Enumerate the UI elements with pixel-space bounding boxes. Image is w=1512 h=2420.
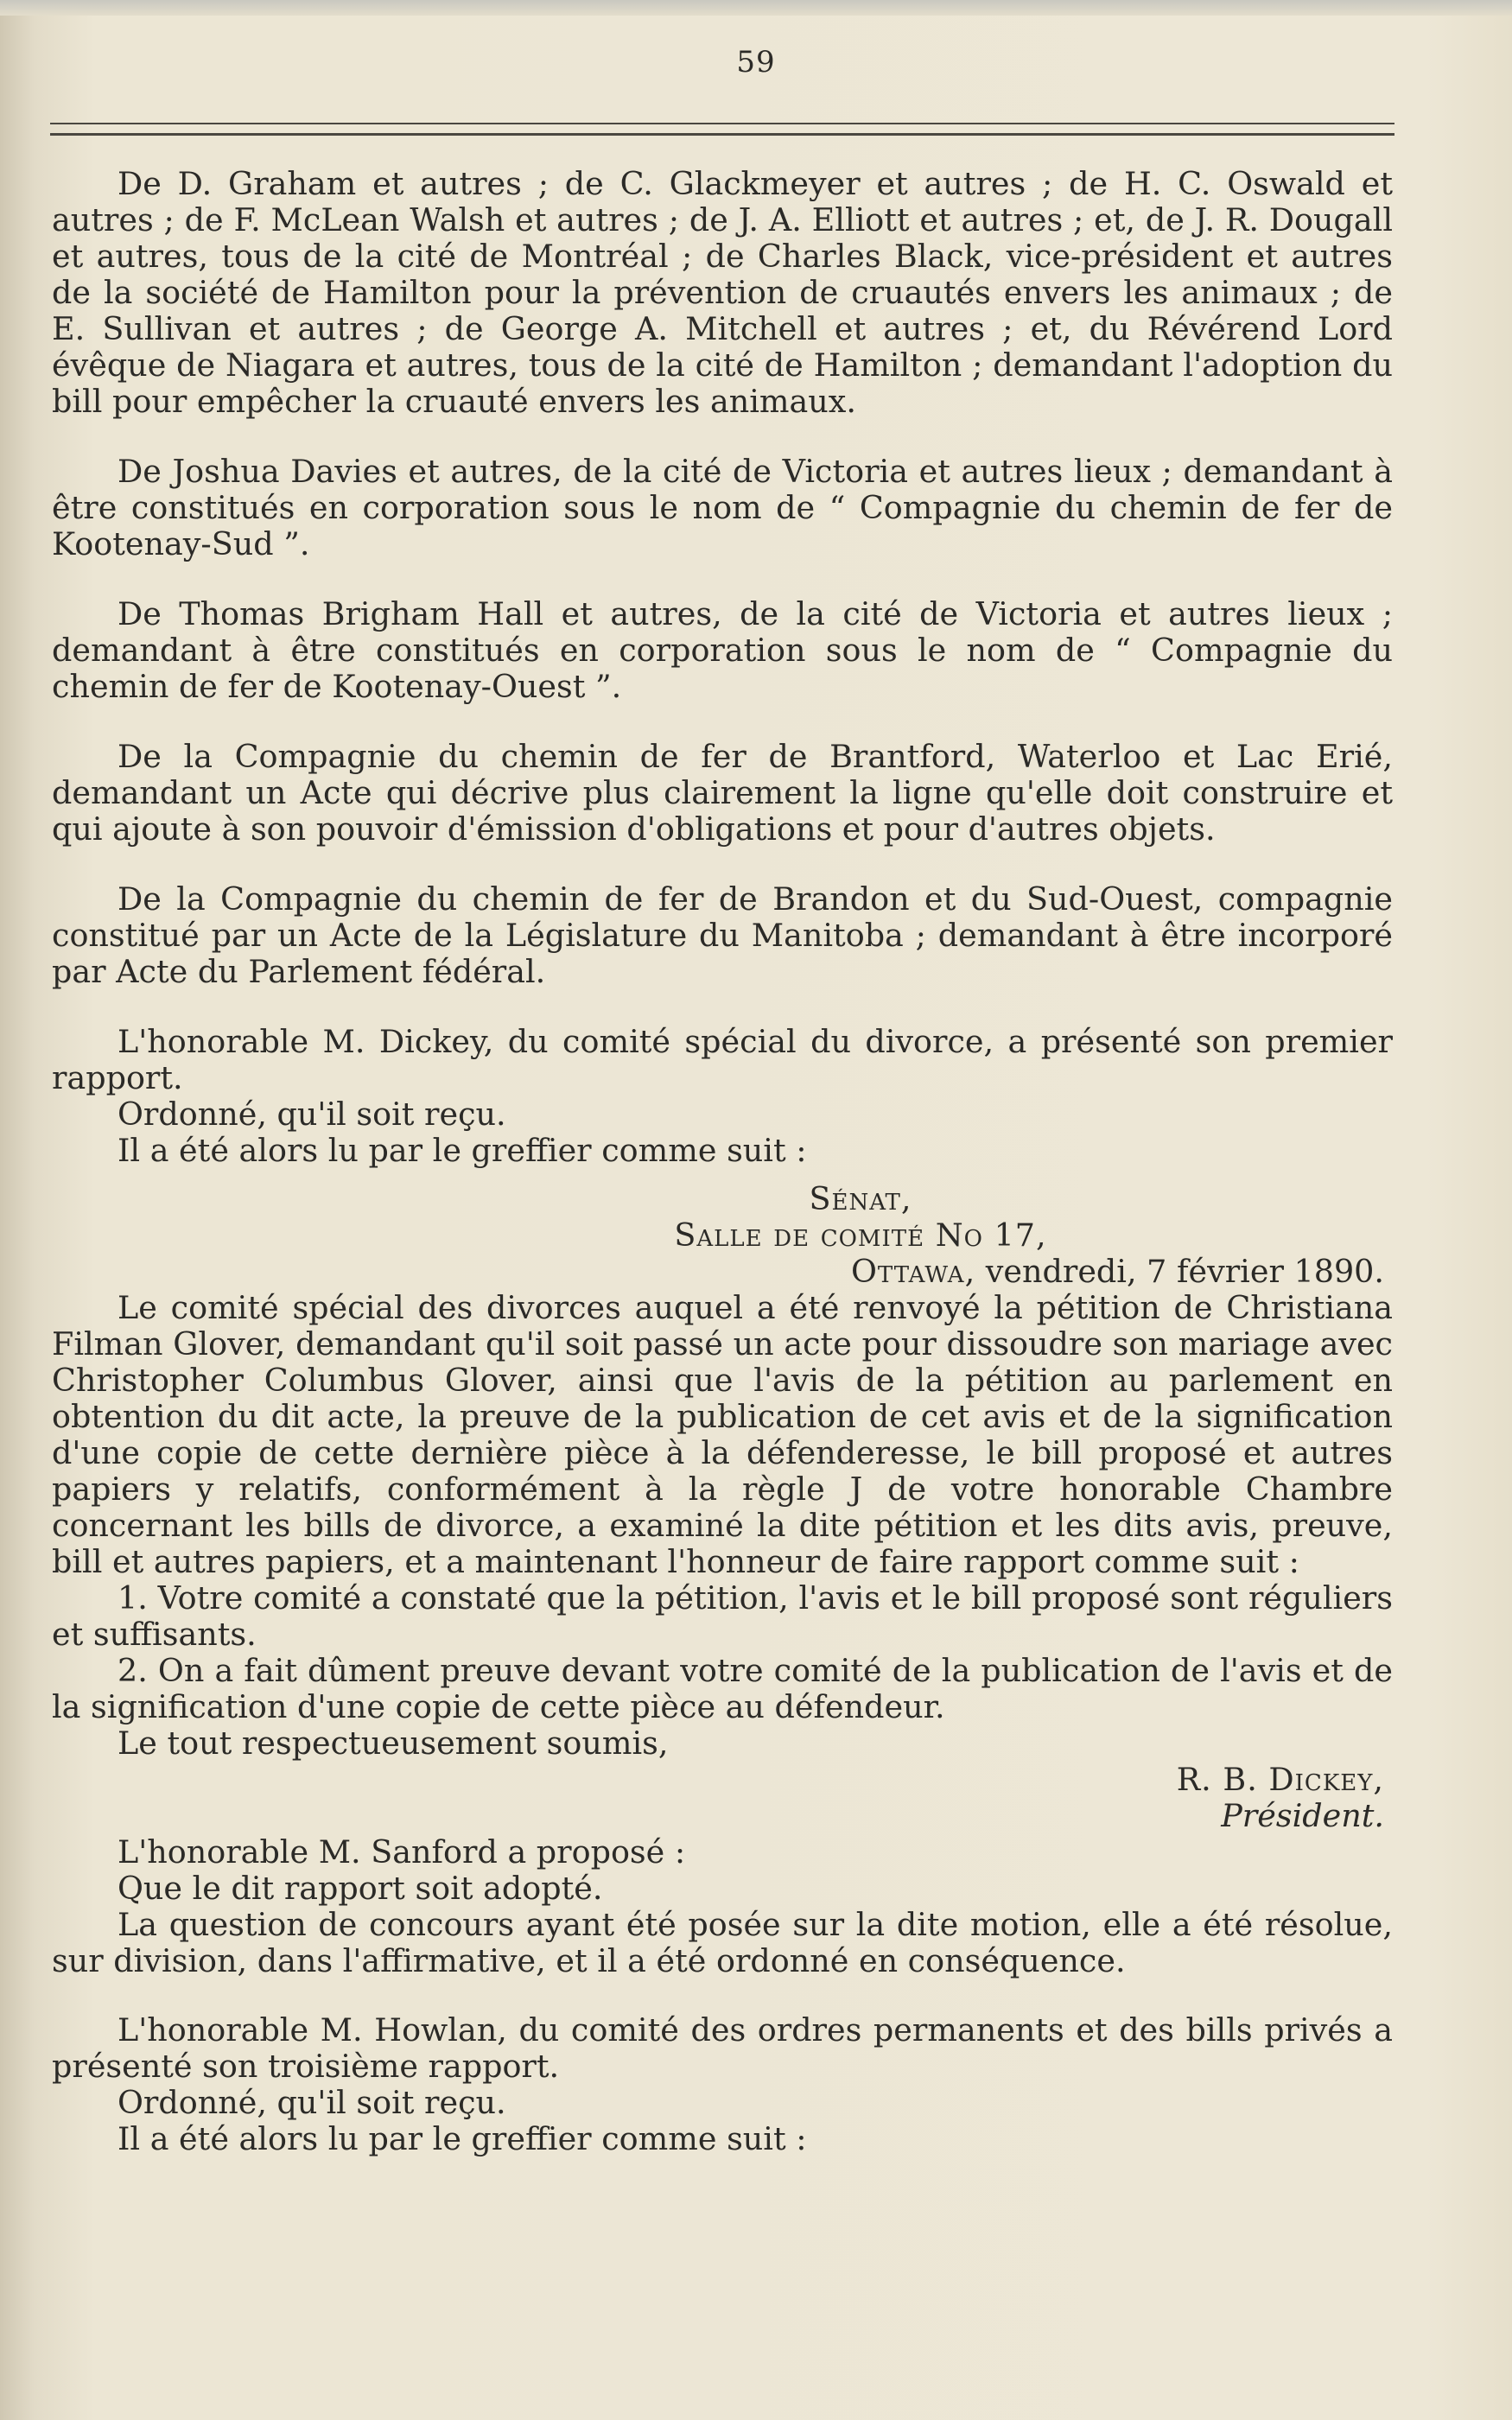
report-heading-senate: Sénat, (809, 1180, 912, 1217)
howlan-report-intro: L'honorable M. Howlan, du comité des ordres permanents et des bills privés a présenté son troisième rapport. (52, 2011, 1393, 2085)
motion-proposer: L'honorable M. Sanford a proposé : (118, 1833, 686, 1871)
report-body: Le comité spécial des divorces auquel a été renvoyé la pétition de Christiana Filman Glover, demandant qu'il soit passé un acte pour dissoudre son mariage avec Christopher Columbus Glover, ainsi que l'avis de la pétition au parlement en obtention du dit acte, la preuve de la publication de cet avis et de la signification d'une copie de cette dernière pièce à la défenderesse, le bill proposé et autres papiers y relatifs, conformément à la règle J de votre honorable Chambre concernant les bills de divorce, a examiné la dite pétition et les dits avis, preuve, bill et autres papiers, et a maintenant l'honneur de faire rapport comme suit : (52, 1289, 1393, 1580)
howlan-ordered-received: Ordonné, qu'il soit reçu. (118, 2084, 506, 2121)
motion-result: La question de concours ayant été posée sur la dite motion, elle a été résolue, sur division, dans l'affirmative, et il a été ordonné en conséquence. (52, 1906, 1393, 1979)
petition-paragraph-kootenay-sud: De Joshua Davies et autres, de la cité de Victoria et autres lieux ; demandant à être constitués en corporation sous le nom de “ Compagnie du chemin de fer de Kootenay-Sud ”. (52, 453, 1393, 562)
report-heading-date-text: vendredi, 7 février 1890. (985, 1253, 1384, 1290)
read-by-clerk: Il a été alors lu par le greffier comme suit : (118, 1132, 807, 1169)
report-closing: Le tout respectueusement soumis, (118, 1724, 669, 1762)
ordered-received: Ordonné, qu'il soit reçu. (118, 1096, 506, 1133)
report-heading-date (52, 1254, 1393, 1290)
petition-paragraph-brandon: De la Compagnie du chemin de fer de Brandon et du Sud-Ouest, compagnie constitué par un Acte de la Législature du Manitoba ; demandant à être incorporé par Acte du Parlement fédéral. (52, 880, 1393, 990)
report-item-2: 2. On a fait dûment preuve devant votre comité de la publication de l'avis et de la signification d'une copie de cette pièce au défendeur. (52, 1652, 1393, 1725)
petition-paragraph-animals: De D. Graham et autres ; de C. Glackmeyer et autres ; de H. C. Oswald et autres ; de F. McLean Walsh et autres ; de J. A. Elliott et autres ; et, de J. R. Dougall et autres, tous de la cité de Montréal ; de Charles Black, vice-président et autres de la société de Hamilton pour la prévention de cruautés envers les animaux ; de E. Sullivan et autres ; de George A. Mitchell et autres ; et, du Révérend Lord évêque de Niagara et autres, tous de la cité de Hamilton ; demandant l'adoption du bill pour empêcher la cruauté envers les animaux. (52, 165, 1393, 420)
header-rule-double (50, 133, 1394, 136)
report-item-1: 1. Votre comité a constaté que la pétition, l'avis et le bill proposé sont réguliers et suffisants. (52, 1579, 1393, 1653)
header-rule (50, 123, 1394, 124)
dickey-report-intro: L'honorable M. Dickey, du comité spécial du divorce, a présenté son premier rapport. (52, 1023, 1393, 1096)
report-heading-city: Ottawa, (850, 1253, 976, 1290)
report-signatory: R. B. Dickey, (1176, 1761, 1384, 1798)
howlan-read-by-clerk: Il a été alors lu par le greffier comme suit : (118, 2120, 807, 2157)
scan-top-edge (0, 0, 1512, 16)
page-number: 59 (736, 45, 776, 79)
report-signatory-title: Président. (1221, 1797, 1384, 1834)
petition-paragraph-kootenay-ouest: De Thomas Brigham Hall et autres, de la cité de Victoria et autres lieux ; demandant à être constitués en corporation sous le nom de “ Compagnie du chemin de fer de Kootenay-Ouest ”. (52, 595, 1393, 705)
page-body (52, 166, 1393, 2157)
petition-paragraph-brantford: De la Compagnie du chemin de fer de Brantford, Waterloo et Lac Erié, demandant un Acte qui décrive plus clairement la ligne qu'elle doit construire et qui ajoute à son pouvoir d'émission d'obligations et pour d'autres objets. (52, 738, 1393, 848)
motion-text: Que le dit rapport soit adopté. (118, 1870, 603, 1907)
report-heading-room: Salle de comité No 17, (674, 1216, 1047, 1254)
